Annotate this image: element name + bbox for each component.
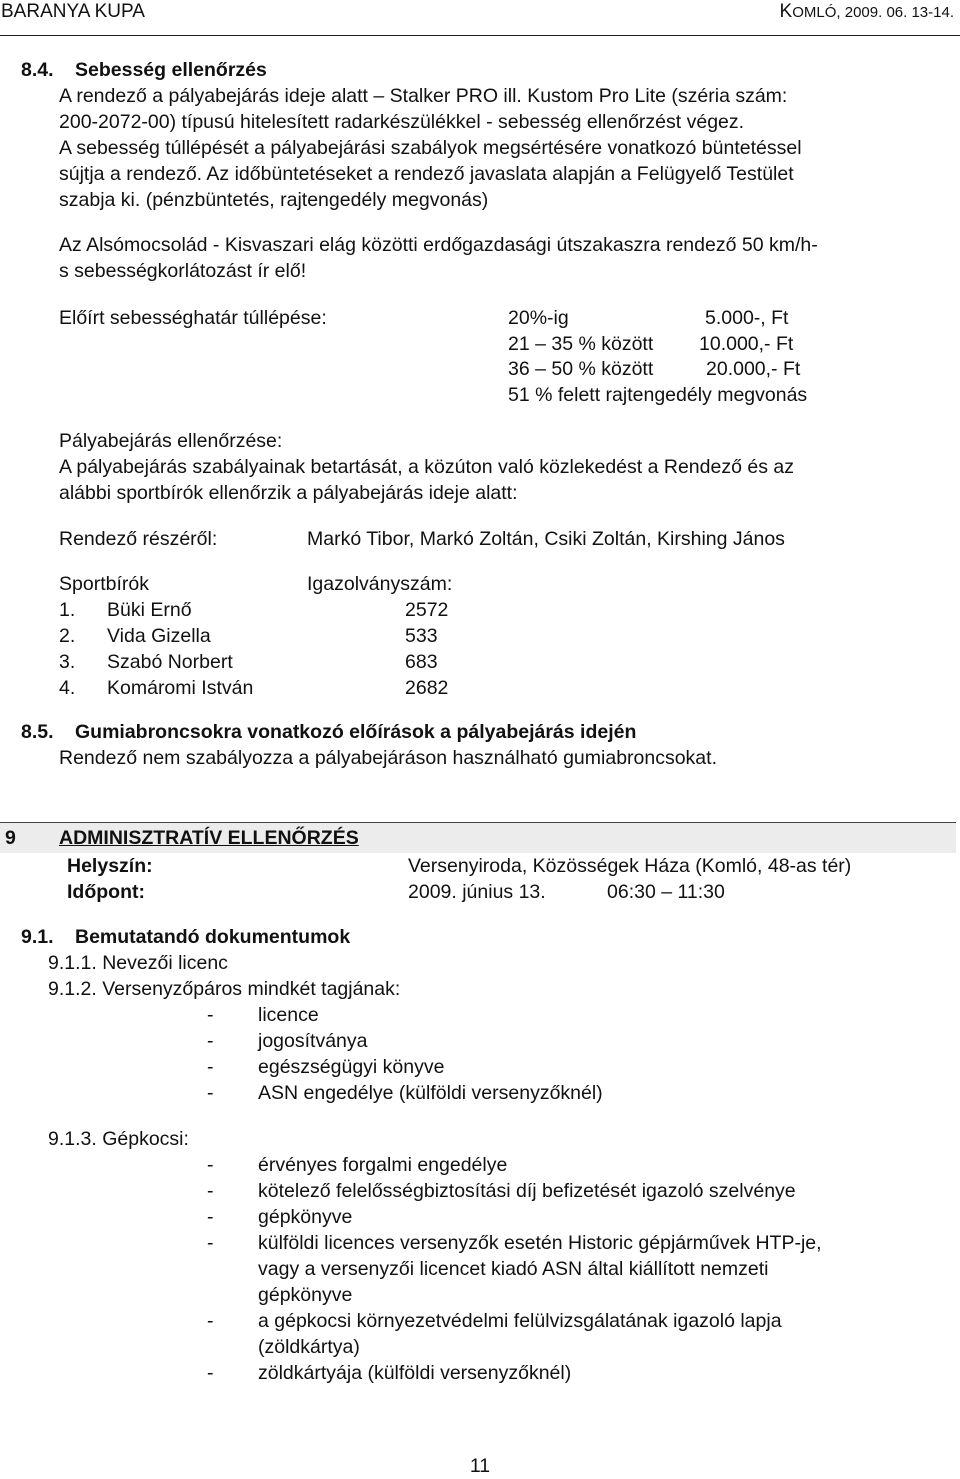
list-item-line: külföldi licences versenyzők esetén Historic gépjárművek HTP-je,	[258, 1232, 822, 1254]
s84-limit-line: s sebességkorlátozást ír elő!	[59, 260, 307, 282]
judge-name: Vida Gizella	[107, 625, 211, 647]
section-8-5-title: Gumiabroncsokra vonatkozó előírások a pályabejárás idején	[75, 721, 637, 743]
s84-limit-line: Az Alsómocsolád - Kisvaszari elág közötti erdőgazdasági útszakaszra rendező 50 km/h-	[59, 234, 818, 256]
list-item-line: vagy a versenyzői licencet kiadó ASN által kiállított nemzeti	[258, 1258, 769, 1280]
organizer-label: Rendező részéről:	[59, 528, 218, 550]
penalty-label: Előírt sebességhatár túllépése:	[59, 307, 327, 329]
header-rule	[0, 35, 960, 36]
time-date: 2009. június 13.	[408, 881, 546, 903]
inspection-paragraph	[59, 454, 951, 506]
s84-paragraph-limit	[59, 232, 951, 284]
penalty-range: 21 – 35 % között	[508, 333, 654, 355]
judge-id: 683	[405, 651, 438, 673]
judge-num: 2.	[59, 625, 76, 647]
list-item: kötelező felelősségbiztosítási díj befizetését igazoló szelvénye	[258, 1180, 796, 1202]
place-label: Helyszín:	[67, 855, 153, 877]
penalty-amount: 20.000,- Ft	[706, 358, 801, 380]
page-number: 11	[469, 1455, 491, 1477]
penalty-amount: 10.000,- Ft	[699, 333, 794, 355]
list-dash: -	[207, 1030, 214, 1052]
penalty-amount: 5.000-, Ft	[705, 307, 789, 329]
organizer-names: Markó Tibor, Markó Zoltán, Csiki Zoltán, Kirshing János	[307, 528, 785, 550]
list-item-multiline	[258, 1230, 951, 1308]
list-item: zöldkártyája (külföldi versenyzőknél)	[258, 1362, 572, 1384]
item-9-1-1: 9.1.1. Nevezői licenc	[48, 952, 228, 974]
list-item: ASN engedélye (külföldi versenyzőknél)	[258, 1082, 603, 1104]
s84-paragraph-1	[59, 83, 951, 213]
section-9-1-number: 9.1.	[21, 926, 54, 948]
section-9-title: ADMINISZTRATÍV ELLENŐRZÉS	[59, 827, 359, 849]
judge-num: 3.	[59, 651, 76, 673]
penalty-range: 36 – 50 % között	[508, 358, 654, 380]
s84-line: A sebesség túllépését a pályabejárási szabályok megsértésére vonatkozó büntetéssel	[59, 137, 802, 159]
list-dash: -	[207, 1056, 214, 1078]
list-item-multiline	[258, 1308, 951, 1360]
section-8-5-number: 8.5.	[21, 721, 54, 743]
judge-name: Komáromi István	[107, 677, 254, 699]
list-item-line: (zöldkártya)	[258, 1336, 360, 1358]
judge-num: 1.	[59, 599, 76, 621]
judge-name: Büki Ernő	[107, 599, 192, 621]
section-8-5-text: Rendező nem szabályozza a pályabejáráson használható gumiabroncsokat.	[59, 747, 717, 769]
inspection-title: Pályabejárás ellenőrzése:	[59, 430, 283, 452]
judge-name: Szabó Norbert	[107, 651, 233, 673]
list-dash: -	[207, 1154, 214, 1176]
judge-id: 2572	[405, 599, 449, 621]
s84-line: 200-2072-00) típusú hitelesített radarkészülékkel - sebesség ellenőrzést végez.	[59, 111, 745, 133]
header-right	[780, 0, 954, 25]
header-right-initial: K	[779, 1, 793, 22]
list-item-line: gépkönyve	[258, 1284, 353, 1306]
judges-header: Sportbírók	[59, 573, 149, 595]
time-range: 06:30 – 11:30	[607, 881, 725, 903]
section-8-4-number: 8.4.	[21, 59, 54, 81]
item-9-1-2: 9.1.2. Versenyzőpáros mindkét tagjának:	[48, 978, 401, 1000]
header-left: BARANYA KUPA	[1, 1, 145, 22]
section-9-1-title: Bemutatandó dokumentumok	[75, 926, 351, 948]
item-9-1-3: 9.1.3. Gépkocsi:	[48, 1128, 189, 1150]
place-value: Versenyiroda, Közösségek Háza (Komló, 48-as tér)	[408, 855, 852, 877]
list-item: licence	[258, 1004, 319, 1026]
list-item-line: a gépkocsi környezetvédelmi felülvizsgálatának igazoló lapja	[258, 1310, 782, 1332]
section-9-number: 9	[5, 827, 16, 849]
time-label: Időpont:	[67, 881, 145, 903]
list-dash: -	[207, 1232, 214, 1254]
s84-line: A rendező a pályabejárás ideje alatt – Stalker PRO ill. Kustom Pro Lite (széria szám:	[59, 85, 788, 107]
judge-id: 2682	[405, 677, 449, 699]
s84-line: szabja ki. (pénzbüntetés, rajtengedély megvonás)	[59, 189, 489, 211]
section-8-4-title: Sebesség ellenőrzés	[75, 59, 267, 81]
list-dash: -	[207, 1180, 214, 1202]
penalty-range: 51 % felett rajtengedély megvonás	[508, 384, 808, 406]
list-dash: -	[207, 1310, 214, 1332]
list-dash: -	[207, 1004, 214, 1026]
header-right-rest: OMLÓ, 2009. 06. 13-14.	[792, 4, 954, 21]
list-dash: -	[207, 1362, 214, 1384]
list-item: érvényes forgalmi engedélye	[258, 1154, 508, 1176]
list-dash: -	[207, 1082, 214, 1104]
list-item: gépkönyve	[258, 1206, 353, 1228]
penalty-range: 20%-ig	[508, 307, 569, 329]
list-item: egészségügyi könyve	[258, 1056, 445, 1078]
inspection-line: alábbi sportbírók ellenőrzik a pályabejárás ideje alatt:	[59, 482, 518, 504]
judge-num: 4.	[59, 677, 76, 699]
id-header: Igazolványszám:	[307, 573, 453, 595]
list-dash: -	[207, 1206, 214, 1228]
list-item: jogosítványa	[258, 1030, 368, 1052]
inspection-line: A pályabejárás szabályainak betartását, a közúton való közlekedést a Rendező és az	[59, 456, 794, 478]
judge-id: 533	[405, 625, 438, 647]
s84-line: sújtja a rendező. Az időbüntetéseket a rendező javaslata alapján a Felügyelő Testület	[59, 163, 794, 185]
